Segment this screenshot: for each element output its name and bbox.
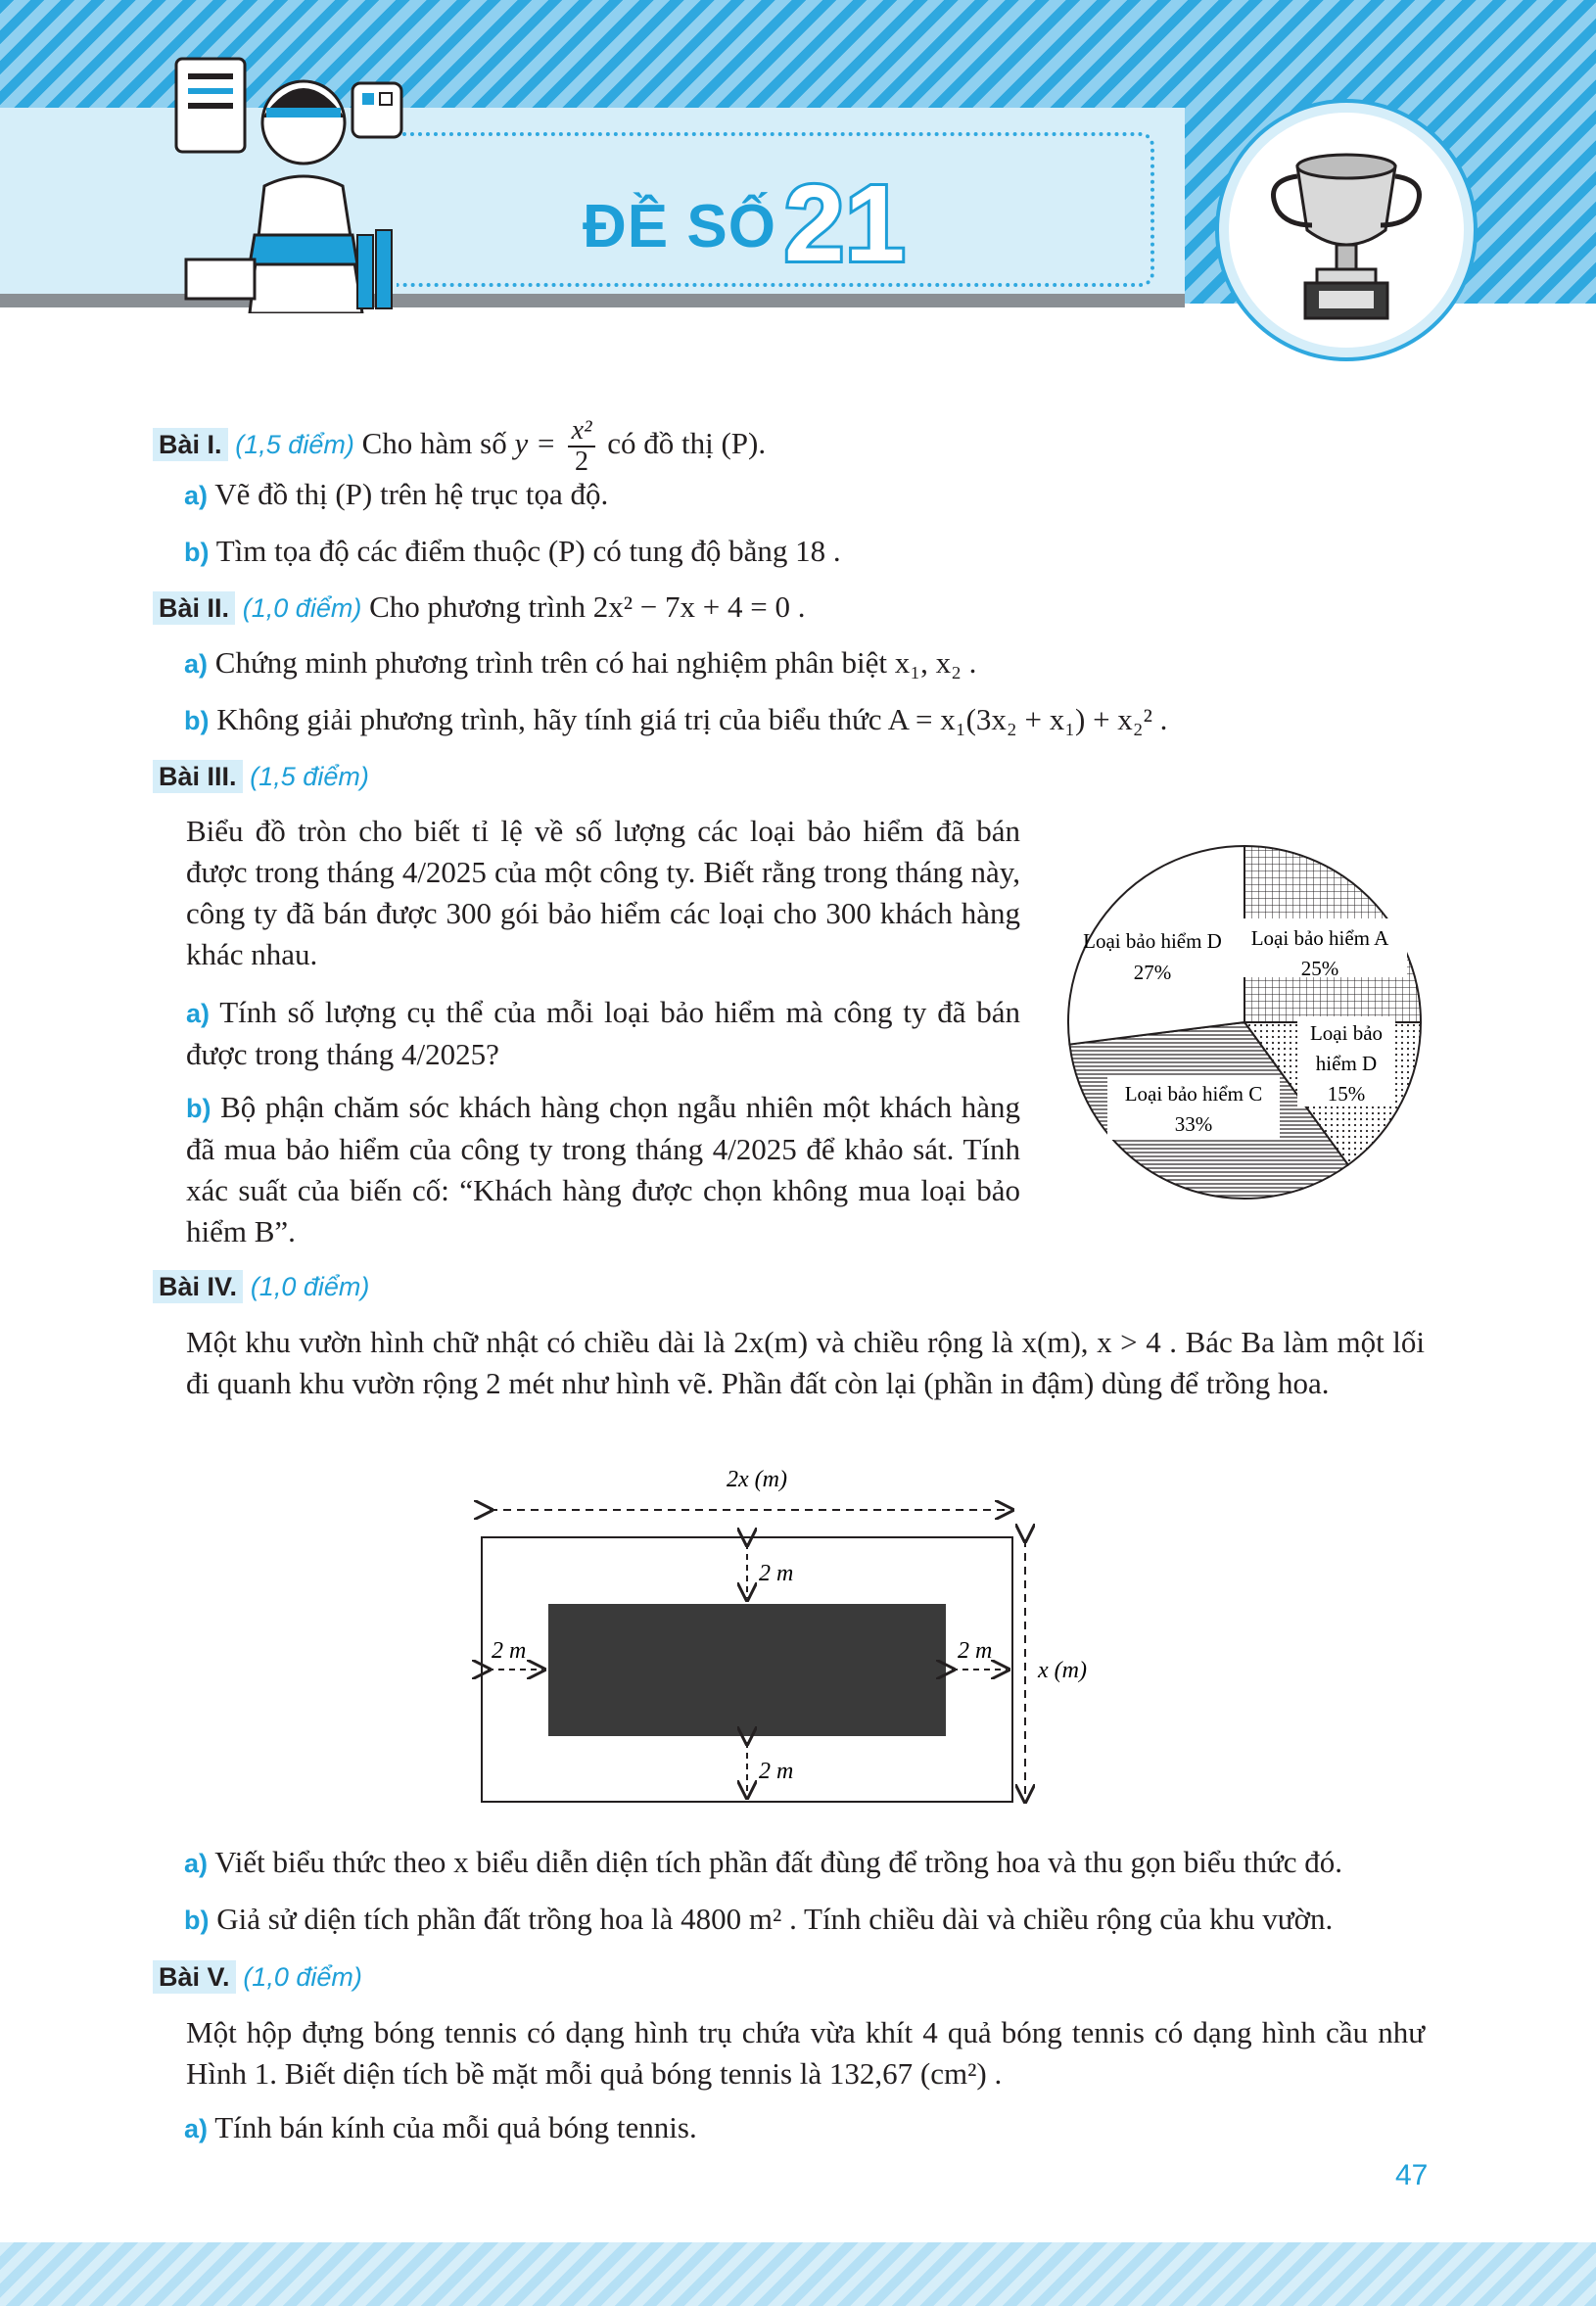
bai2-points: (1,0 điểm)	[242, 593, 362, 623]
footer-hatch-band	[0, 2242, 1596, 2306]
gap-right-label: 2 m	[958, 1638, 993, 1664]
bai4-heading	[153, 1266, 369, 1306]
bai1-b-text: Tìm tọa độ các điểm thuộc (P) có tung độ bằng 18 .	[215, 534, 841, 568]
bai4-part-b	[184, 1900, 1333, 1940]
bai4-a-label: a)	[184, 1849, 209, 1878]
bai1-tail: có đồ thị (P).	[607, 426, 767, 461]
bai3-heading	[153, 756, 369, 796]
pie-label-c-pct: 33%	[1174, 1112, 1213, 1136]
bai3-a-text: Tính số lượng cụ thể của mỗi loại bảo hiểm mà công ty đã bán được trong tháng 4/2025?	[186, 995, 1020, 1071]
bai3-points: (1,5 điểm)	[250, 762, 369, 791]
gap-bottom-label: 2 m	[759, 1759, 794, 1784]
bai1-a-text: Vẽ đồ thị (P) trên hệ trục tọa độ.	[214, 477, 609, 511]
bai3-b-label: b)	[186, 1094, 211, 1123]
bai1-b-label: b)	[184, 538, 210, 567]
pie-label-d15-pct: 15%	[1327, 1082, 1366, 1106]
bai3-part-a	[186, 992, 1020, 1075]
bai3-part-b	[186, 1087, 1020, 1252]
bai1-a-label: a)	[184, 481, 209, 510]
garden-figure	[460, 1459, 1126, 1821]
bai3-intro: Biểu đồ tròn cho biết tỉ lệ về số lượng các loại bảo hiểm đã bán được trong tháng 4/2025 của một công ty. Biết rằng trong tháng này, công ty đã bán được 300 gói bảo hiểm các loại cho 300 khách hàng khác nhau.	[186, 814, 1020, 971]
bai5-tag: Bài V.	[153, 1960, 236, 1994]
bai3-tag: Bài III.	[153, 760, 243, 793]
title-number: 21	[783, 164, 907, 284]
fraction-numerator: x²	[568, 416, 596, 447]
dim-top-label: 2x (m)	[727, 1467, 787, 1492]
bai5-a-text: Tính bán kính của mỗi quả bóng tennis.	[214, 2110, 697, 2144]
pie-label-c-name: Loại bảo hiểm C	[1124, 1082, 1263, 1106]
bai4-points: (1,0 điểm)	[250, 1272, 370, 1301]
bai1-part-b	[184, 532, 841, 572]
pie-label-d27-pct: 27%	[1133, 961, 1172, 984]
fraction-denominator: 2	[575, 447, 589, 477]
bai2-b-label: b)	[184, 706, 210, 735]
bai1-y-eq: y =	[514, 426, 556, 461]
bai2-a-text: Chứng minh phương trình trên có hai nghiệm phân biệt x₁, x₂ .	[214, 645, 977, 680]
insurance-pie-chart	[1053, 823, 1434, 1214]
gap-left-label: 2 m	[492, 1638, 527, 1664]
page-title	[583, 162, 906, 286]
bai1-lead: Cho hàm số	[361, 426, 507, 461]
gap-top-label: 2 m	[759, 1561, 794, 1586]
pie-label-d15-name-2: hiểm D	[1315, 1052, 1378, 1075]
bai4-part-a	[184, 1843, 1342, 1883]
title-prefix: ĐỀ SỐ	[583, 193, 776, 260]
bai4-a-text: Viết biểu thức theo x biểu diễn diện tích phần đất đùng để trồng hoa và thu gọn biểu thức đó.	[214, 1845, 1343, 1879]
bai5-points: (1,0 điểm)	[243, 1962, 362, 1992]
bai2-tag: Bài II.	[153, 591, 235, 625]
bai4-intro: Một khu vườn hình chữ nhật có chiều dài là 2x(m) và chiều rộng là x(m), x > 4 . Bác Ba làm một lối đi quanh khu vườn rộng 2 mét như hình vẽ. Phần đất còn lại (phần in đậm) dùng để trồng hoa.	[186, 1325, 1425, 1400]
bai4-b-text: Giả sử diện tích phần đất trồng hoa là 4800 m² . Tính chiều dài và chiều rộng của khu vườn.	[216, 1902, 1334, 1936]
pie-label-a-pct: 25%	[1300, 957, 1339, 980]
bai4-tag: Bài IV.	[153, 1270, 243, 1303]
dim-right-label: x (m)	[1038, 1658, 1087, 1683]
bai1-part-a	[184, 475, 608, 515]
trophy-icon	[1229, 113, 1464, 348]
bai5-heading	[153, 1956, 362, 1997]
bai5-intro: Một hộp đựng bóng tennis có dạng hình trụ chứa vừa khít 4 quả bóng tennis có dạng hình cầu như Hình 1. Biết diện tích bề mặt mỗi quả bóng tennis là 132,67 (cm²) .	[186, 2015, 1425, 2091]
bai2-part-a	[184, 643, 976, 683]
bai2-b-text: Không giải phương trình, hãy tính giá trị của biểu thức A = x₁(3x₂ + x₁) + x₂² .	[216, 702, 1168, 736]
flower-bed-rect	[548, 1604, 946, 1736]
student-reading-illustration	[157, 39, 411, 313]
bai3-b-text: Bộ phận chăm sóc khách hàng chọn ngẫu nhiên một khách hàng đã mua bảo hiểm của công ty trong tháng 4/2025 để khảo sát. Tính xác suất của biến cố: “Khách hàng được chọn không mua loại bảo hiểm B”.	[186, 1090, 1021, 1248]
bai1-heading	[153, 416, 766, 477]
page-number: 47	[1395, 2159, 1429, 2191]
bai2-a-label: a)	[184, 649, 209, 679]
bai2-heading	[153, 588, 806, 628]
trophy-badge	[1219, 103, 1474, 357]
pie-label-a-name: Loại bảo hiểm A	[1250, 926, 1389, 950]
bai1-fraction	[568, 416, 596, 477]
pie-label-d27-name: Loại bảo hiểm D	[1083, 929, 1222, 953]
bai1-tag: Bài I.	[153, 428, 228, 461]
bai2-text: Cho phương trình 2x² − 7x + 4 = 0 .	[369, 589, 806, 624]
bai2-part-b	[184, 700, 1167, 740]
bai5-a-label: a)	[184, 2114, 209, 2143]
bai1-points: (1,5 điểm)	[235, 430, 354, 460]
bai4-b-label: b)	[184, 1906, 210, 1935]
bai5-part-a	[184, 2108, 697, 2148]
pie-label-d15-name-1: Loại bảo	[1309, 1021, 1384, 1045]
bai3-a-label: a)	[186, 999, 211, 1028]
